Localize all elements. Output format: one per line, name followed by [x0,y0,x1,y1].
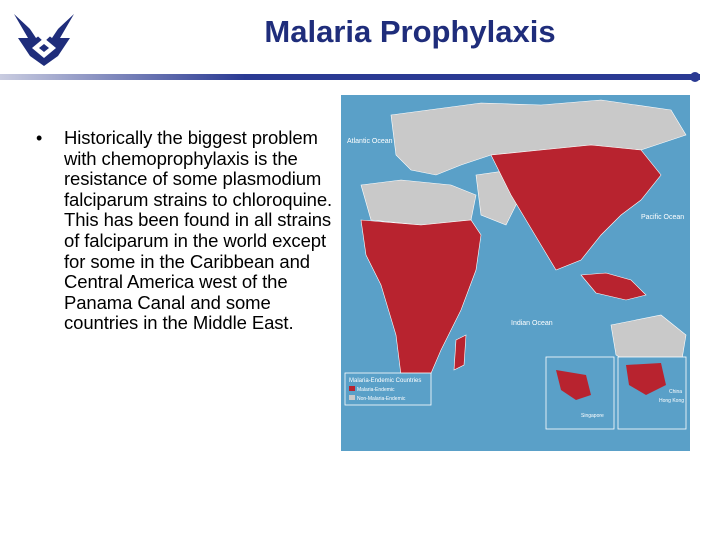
air-force-wings-icon [10,8,78,70]
bullet-dot-icon: • [36,128,43,148]
inset-label-china: China [669,389,683,395]
bullet-text: Historically the biggest problem with chemoprophylaxis is the resistance of some plasmodium falciparum strains to chloroquine. This has been found in all strains of falciparum in the world except for some in the Caribbean and Central America west of the Panama Canal and some countries in the Middle East. [64,127,333,334]
bullet-item [36,128,336,334]
legend-label-non-endemic: Non-Malaria-Endemic [357,396,406,402]
bullet-list [36,128,336,334]
legend-label-endemic: Malaria-Endemic [357,387,395,393]
slide-title: Malaria Prophylaxis [264,14,556,49]
malaria-map [341,95,690,451]
map-legend-title: Malaria-Endemic Countries [349,378,422,384]
inset-label-singapore: Singapore [581,413,604,419]
title-divider [0,74,700,80]
ocean-label-indian: Indian Ocean [511,320,553,327]
divider-end-dot [690,72,700,82]
inset-label-hong-kong: Hong Kong [659,398,685,404]
map-madagascar-region [454,335,466,370]
legend-swatch-endemic [349,386,355,391]
ocean-label-pacific: Pacific Ocean [641,214,685,221]
ocean-label-atlantic: Atlantic Ocean [347,138,393,145]
legend-swatch-non-endemic [349,395,355,400]
